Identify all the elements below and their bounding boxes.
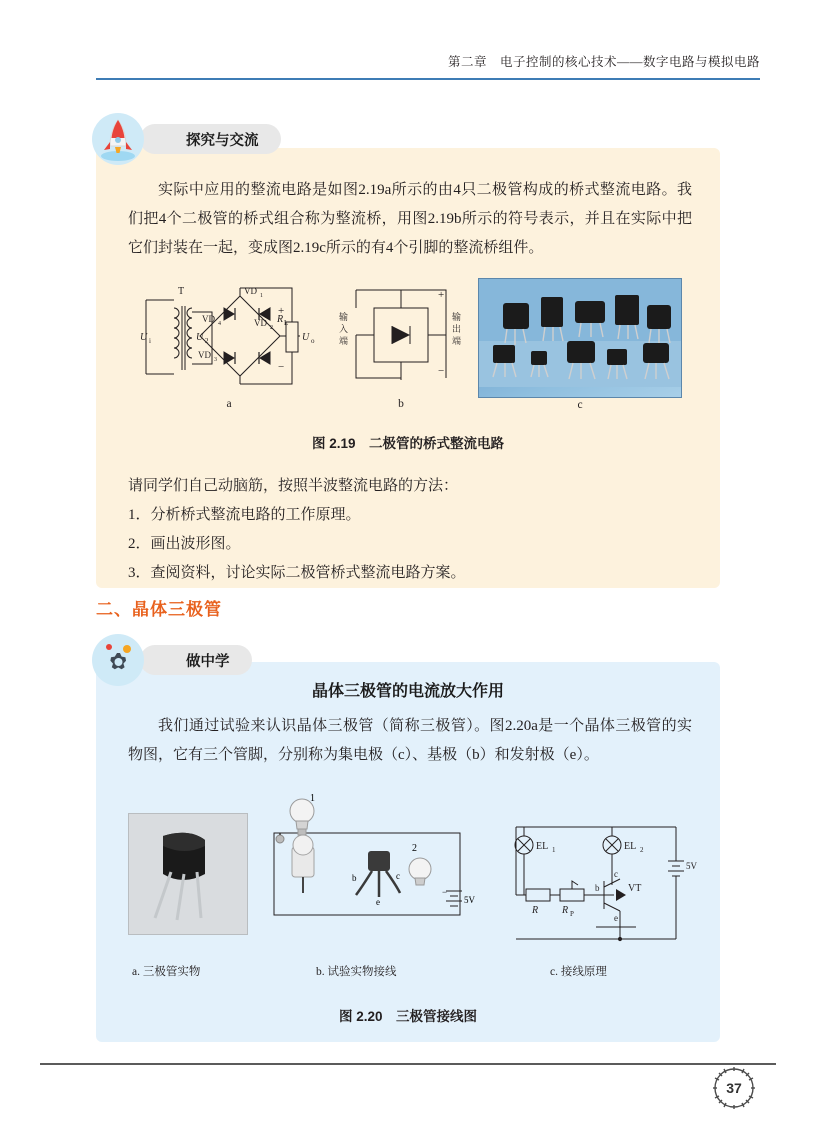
svg-text:5V: 5V (464, 895, 475, 905)
figure-2-19-label-b: b (398, 398, 404, 410)
svg-text:VD: VD (198, 350, 211, 360)
dolearn-badge (140, 645, 252, 675)
svg-text:i: i (149, 337, 151, 345)
figure-2-20-caption-a: a. 三极管实物 (132, 966, 201, 978)
svg-text:−: − (278, 361, 285, 373)
svg-text:VD: VD (254, 318, 267, 328)
svg-text:c: c (614, 869, 618, 879)
svg-text:R: R (532, 905, 539, 916)
svg-text:1: 1 (552, 846, 556, 854)
svg-text:1: 1 (310, 793, 315, 804)
figure-2-20-caption: 图 2.20 三极管接线图 (338, 1009, 478, 1024)
svg-text:U: U (196, 332, 204, 343)
dolearn-paragraph: 我们通过试验来认识晶体三极管（简称三极管）。图2.20a是一个晶体三极管的实物图，它有三个管脚，分别称为集电极（c）、基极（b）和发射极（e）。 (128, 718, 692, 763)
figure-2-19-panel-b (336, 278, 466, 410)
figure-2-19-caption: 图 2.19 二极管的桥式整流电路 (311, 436, 505, 451)
svg-text:EL: EL (536, 841, 549, 852)
header-rule (96, 78, 760, 80)
svg-text:EL: EL (624, 841, 637, 852)
svg-text:输: 输 (339, 312, 349, 322)
svg-text:端: 端 (452, 336, 462, 346)
explore-questions-lead: 请同学们自己动脑筋，按照半波整流电路的方法： (128, 478, 459, 494)
svg-text:R: R (277, 314, 284, 325)
svg-text:L: L (284, 319, 289, 327)
svg-text:−: − (438, 365, 445, 377)
figure-2-19 (140, 278, 680, 413)
footer-rule (40, 1063, 776, 1065)
svg-text:出: 出 (452, 324, 462, 334)
svg-text:U: U (302, 332, 310, 343)
svg-text:U: U (140, 332, 148, 343)
dolearn-title: 晶体三极管的电流放大作用 (311, 683, 504, 700)
svg-text:4: 4 (218, 321, 221, 327)
svg-text:o: o (311, 337, 315, 345)
explore-badge (140, 124, 281, 154)
explore-paragraph: 实际中应用的整流电路是如图2.19a所示的由4只二极管构成的桥式整流电路。我们把4个二极管的桥式组合称为整流桥，用图2.19b所示的符号表示，并且在实际中把它们封装在一起，变成图2.19c所示的有4个引脚的整流桥组件。 (128, 182, 692, 256)
figure-2-19-panel-c-photo (478, 278, 682, 411)
svg-text:R: R (562, 905, 569, 916)
svg-text:1: 1 (260, 293, 263, 299)
page-number-label: 37 (726, 1080, 742, 1096)
svg-text:2: 2 (270, 325, 273, 331)
rocket-icon (92, 113, 144, 165)
svg-text:e: e (614, 913, 618, 923)
svg-text:−: − (442, 887, 448, 897)
figure-2-20-caption-b: b. 试验实物接线 (316, 966, 397, 978)
svg-text:VD: VD (202, 314, 215, 324)
svg-text:c: c (396, 871, 400, 881)
figure-2-19-panel-a (140, 278, 318, 410)
explore-question-2: 2．画出波形图。 (128, 536, 241, 552)
explore-question-1: 1．分析桥式整流电路的工作原理。 (128, 507, 361, 523)
svg-text:b: b (595, 883, 600, 893)
svg-text:P: P (570, 910, 574, 918)
svg-text:输: 输 (452, 312, 462, 322)
svg-text:e: e (376, 897, 380, 907)
svg-text:端: 端 (339, 336, 349, 346)
figure-2-20-panel-b (260, 795, 480, 960)
svg-text:2: 2 (205, 337, 209, 345)
svg-text:VD: VD (244, 286, 257, 296)
svg-text:5V: 5V (686, 861, 697, 871)
svg-text:2: 2 (640, 846, 644, 854)
page-number (708, 1062, 760, 1114)
running-header: 第二章 电子控制的核心技术——数字电路与模拟电路 (447, 55, 760, 69)
dolearn-badge-label: 做中学 (186, 653, 230, 670)
svg-text:2: 2 (412, 843, 417, 854)
figure-2-20-panel-c (500, 799, 700, 959)
svg-text:+: + (278, 305, 285, 317)
svg-text:3: 3 (214, 357, 217, 363)
figure-2-20 (120, 795, 700, 990)
figure-2-19-label-c: c (577, 399, 583, 411)
figure-2-19-label-a: a (226, 398, 232, 410)
svg-text:T: T (178, 286, 185, 297)
svg-text:b: b (352, 873, 357, 883)
page-title: 二、晶体三极管 (96, 600, 222, 619)
figure-2-20-caption-c: c. 接线原理 (550, 966, 607, 978)
figure-2-20-panel-a-photo (128, 813, 248, 935)
gear-icon (92, 634, 144, 686)
explore-badge-label: 探究与交流 (186, 132, 259, 149)
svg-text:VT: VT (628, 883, 642, 894)
svg-text:+: + (438, 289, 445, 301)
explore-questions (128, 472, 692, 588)
explore-question-3: 3．查阅资料，讨论实际二极管桥式整流电路方案。 (128, 565, 466, 581)
svg-text:入: 入 (339, 324, 349, 334)
